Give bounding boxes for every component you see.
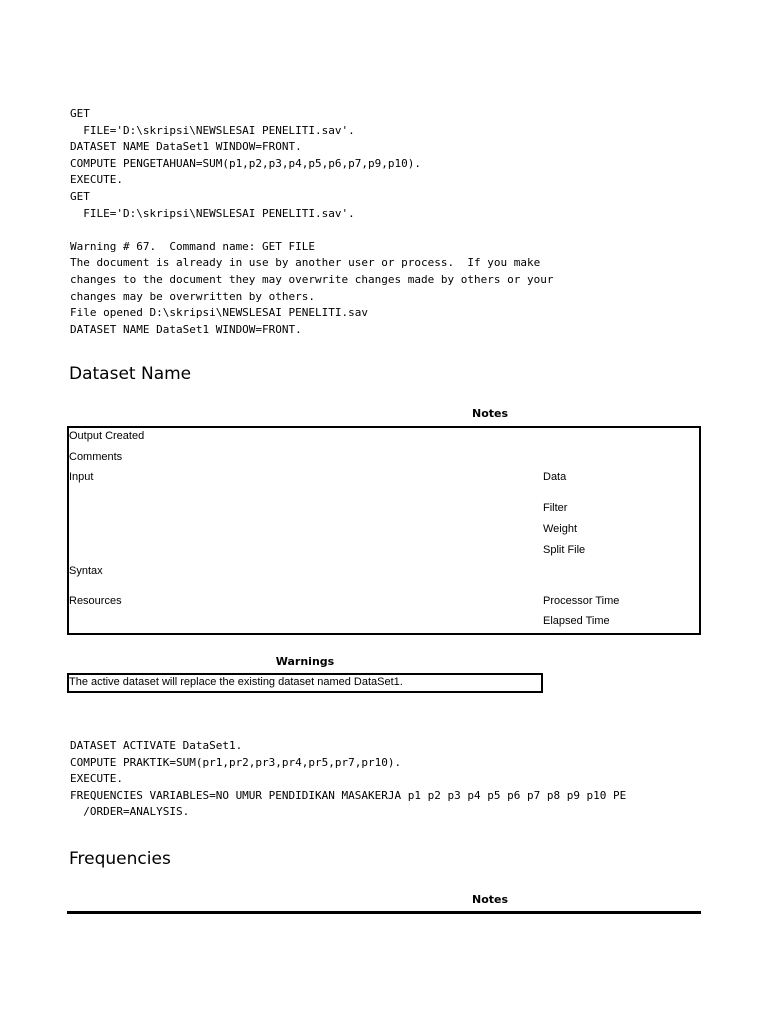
syntax-line: FILE='D:\skripsi\NEWSLESAI PENELITI.sav'. [70,206,355,220]
syntax-line: GET [70,189,90,203]
syntax-line: DATASET NAME DataSet1 WINDOW=FRONT. [70,140,302,154]
frequencies-notes-table-top-rule [67,911,701,914]
notes-row-sublabel: Split File [543,544,586,556]
notes-row-sublabel: Processor Time [543,595,620,607]
notes-row-label: Syntax [69,565,103,577]
syntax-line: FILE='D:\skripsi\NEWSLESAI PENELITI.sav'. [70,123,355,137]
syntax-line: File opened D:\skripsi\NEWSLESAI PENELITI.sav [70,306,369,320]
syntax-block-2 [70,738,626,821]
warnings-table-caption: Warnings [275,655,335,668]
section-title-frequencies: Frequencies [69,849,171,869]
section-title-dataset-name: Dataset Name [69,364,192,384]
syntax-line: GET [70,107,90,120]
notes-row-label: Resources [69,595,122,607]
syntax-block-1 [70,106,553,338]
syntax-line: EXECUTE. [70,772,123,786]
notes-row-sublabel: Filter [543,502,568,514]
warning-line: changes to the document they may overwrite changes made by others or your [70,272,554,286]
syntax-line: DATASET NAME DataSet1 WINDOW=FRONT. [70,322,302,336]
notes-row-sublabel: Data [543,471,567,483]
notes-row-label: Comments [69,451,123,463]
notes-row-label: Input [69,471,94,483]
syntax-line: COMPUTE PRAKTIK=SUM(pr1,pr2,pr3,pr4,pr5,pr7,pr10). [70,755,402,769]
syntax-line: EXECUTE. [70,173,123,187]
syntax-line: DATASET ACTIVATE DataSet1. [70,739,243,752]
warning-message: The active dataset will replace the existing dataset named DataSet1. [69,676,403,688]
notes-row-label: Output Created [69,430,145,442]
warning-line: Warning # 67. Command name: GET FILE [70,239,316,253]
syntax-line: COMPUTE PENGETAHUAN=SUM(p1,p2,p3,p4,p5,p6,p7,p9,p10). [70,156,421,170]
warning-line: changes may be overwritten by others. [70,289,316,303]
notes-row-sublabel: Weight [543,523,578,535]
notes-row-sublabel: Elapsed Time [543,615,610,627]
warning-line: The document is already in use by another user or process. If you make [70,256,541,270]
notes-table-caption: Notes [471,407,509,420]
syntax-line: /ORDER=ANALYSIS. [70,805,190,819]
syntax-line: FREQUENCIES VARIABLES=NO UMUR PENDIDIKAN MASAKERJA p1 p2 p3 p4 p5 p6 p7 p8 p9 p10 PE [70,788,627,802]
frequencies-notes-caption: Notes [471,893,509,906]
